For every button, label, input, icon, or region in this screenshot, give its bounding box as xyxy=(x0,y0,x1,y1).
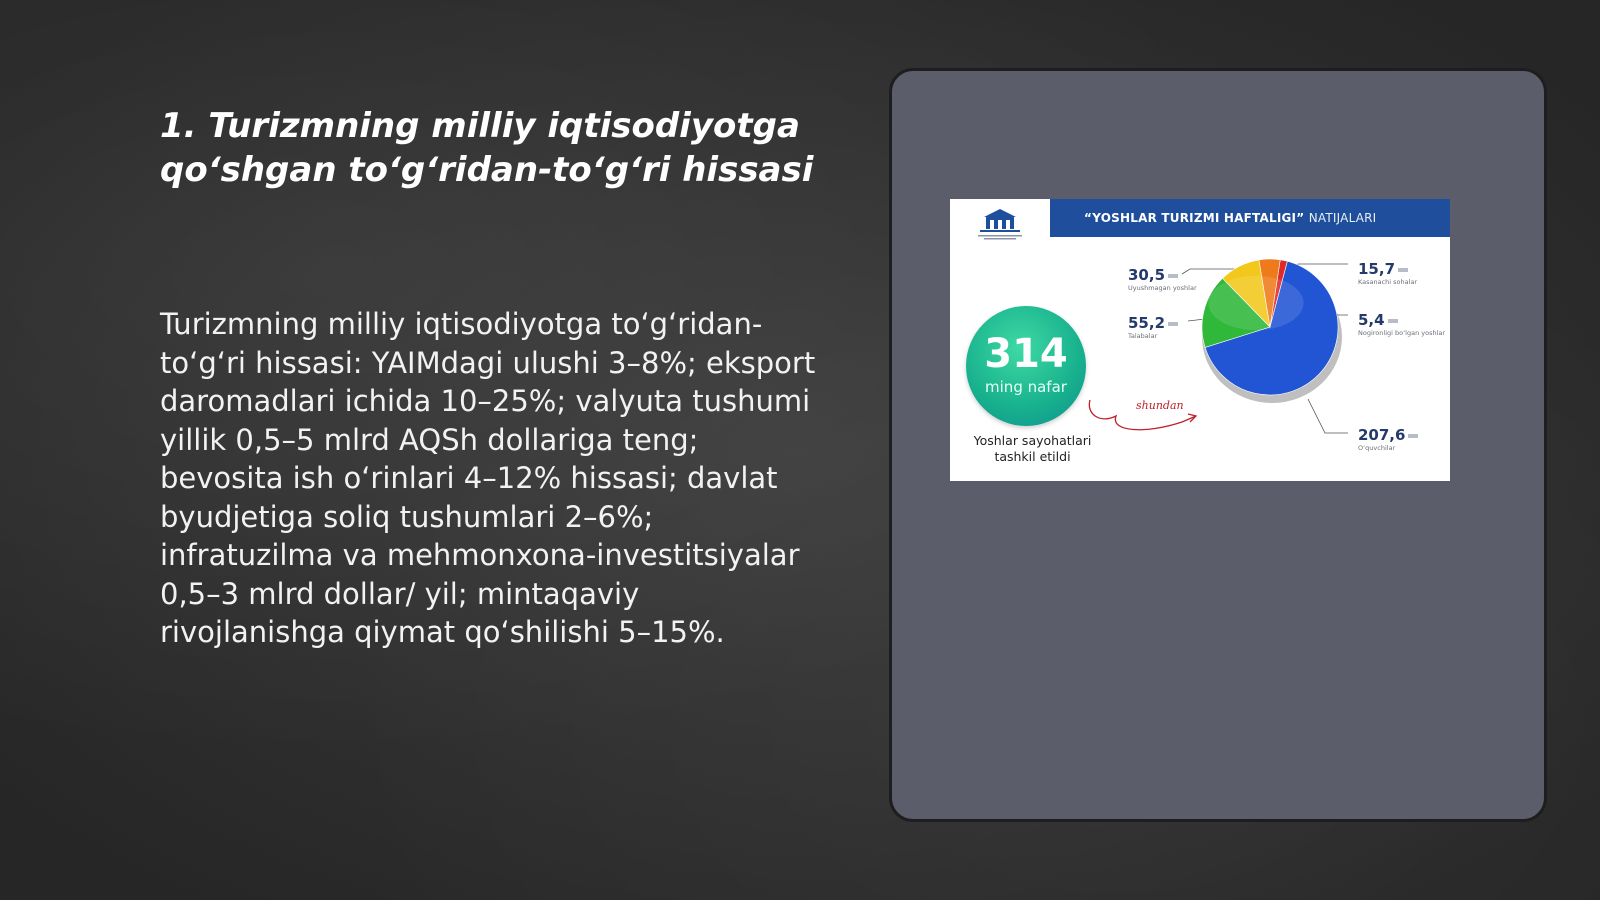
segment-label-oquvchilar: Oʻquvchilar xyxy=(1358,444,1396,452)
segment-value-kasanachi: 15,7 xyxy=(1358,261,1408,277)
infographic-image xyxy=(950,199,1450,481)
arrow-label: shundan xyxy=(1136,399,1184,412)
total-circle xyxy=(966,306,1086,426)
segment-value-oquvchilar: 207,6 xyxy=(1358,427,1418,443)
segment-label-talabalar: Talabalar xyxy=(1128,332,1158,340)
segment-value-nogironligi: 5,4 xyxy=(1358,312,1398,328)
total-value: 314 xyxy=(984,331,1068,377)
slide-body-text: Turizmning milliy iqtisodiyotga toʻgʻridan-toʻgʻri hissasi: YAIMdagi ulushi 3–8%; eksport daromadlari ichida 10–25%; valyuta tushumi yillik 0,5–5 mlrd AQSh dollariga teng; bevosita ish oʻrinlari 4–12% hissasi; davlat byudjetiga soliq tushumlari 2–6%; infratuzilma va mehmonxona-investitsiyalar 0,5–3 mlrd dollar/ yil; mintaqaviy rivojlanishga qiymat qoʻshilishi 5–15%. xyxy=(160,307,816,649)
header-light-text: NATIJALARI xyxy=(1308,211,1377,225)
pie-highlight xyxy=(1208,276,1303,330)
pie-slices xyxy=(1202,259,1342,403)
slide-title: 1. Turizmning milliy iqtisodiyotga qoʻshgan toʻgʻridan-toʻgʻri hissasi xyxy=(160,106,814,190)
segment-label-kasanachi: Kasanachi sohalar xyxy=(1358,278,1418,286)
segment-value-talabalar: 55,2 xyxy=(1128,315,1178,331)
total-caption: Yoshlar sayohatlari tashkil etildi xyxy=(973,433,1092,464)
segment-label-uyushmagan: Uyushmagan yoshlar xyxy=(1128,284,1197,292)
header-bold-text: “YOSHLAR TURIZMI HAFTALIGI” xyxy=(1084,211,1305,225)
segment-value-uyushmagan: 30,5 xyxy=(1128,267,1178,283)
total-unit: ming nafar xyxy=(985,378,1067,396)
segment-label-nogironligi: Nogironligi boʻlgan yoshlar xyxy=(1358,329,1446,337)
